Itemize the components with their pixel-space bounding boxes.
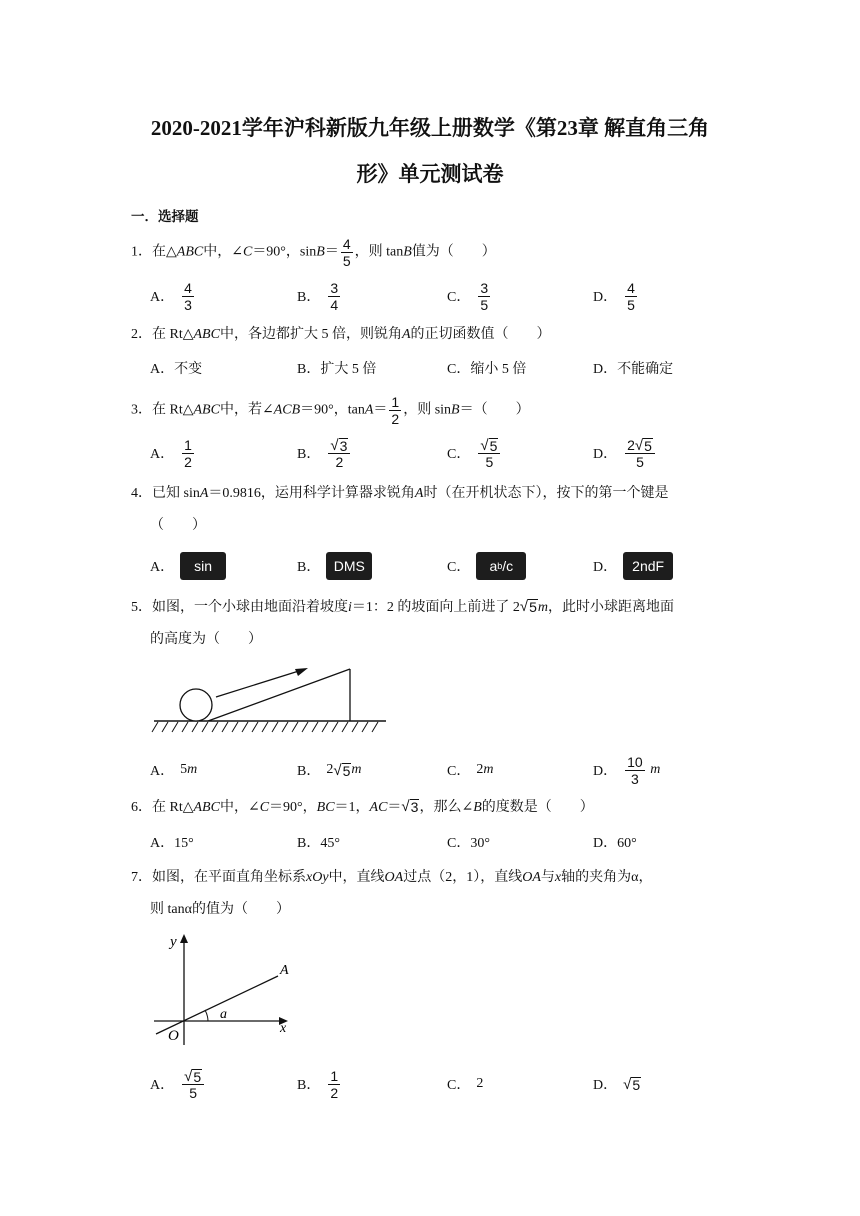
question-6: 6．在 Rt△ABC中，∠C＝90°，BC＝1，AC＝ √ 3 ，那么∠B的度数是（ ）	[131, 798, 594, 815]
option-a[interactable]: A．15°	[150, 836, 194, 851]
question-2: 2．在 Rt△ABC中，各边都扩大 5 倍，则锐角A的正切函数值（ ）	[131, 327, 551, 342]
dms-key: DMS	[326, 552, 372, 580]
origin-label: O	[168, 1028, 179, 1044]
question-4-line1: 4．已知 sinA＝0.9816，运用科学计算器求锐角A时（在开机状态下），按下的第一个键是	[131, 486, 669, 501]
point-a-label: A	[280, 963, 289, 978]
option-d[interactable]: D． $\frac{4}{5}$	[593, 279, 635, 313]
question-1: 1．在△ABC中，∠C＝90°，sinB＝ $\frac{4}{5}$ ，则 tanB值为（ ）	[131, 236, 496, 269]
option-d[interactable]: D． $\frac{10}{3}$ m	[593, 753, 661, 787]
fraction-key: a b /c	[476, 552, 526, 580]
option-b[interactable]: B． $\frac{3}{4}$	[297, 279, 339, 313]
fraction: $\frac{4}{5}$	[342, 236, 351, 269]
option-a[interactable]: A． $\frac{1}{2}$	[150, 436, 192, 470]
option-a[interactable]: A．不变	[150, 362, 203, 377]
option-a[interactable]: A． sin	[150, 546, 226, 586]
option-d[interactable]: D． 2ndF	[593, 546, 673, 586]
option-b[interactable]: B． √ 3 2	[297, 433, 352, 473]
sin-key: sin	[180, 552, 226, 580]
slope-figure	[150, 664, 390, 736]
option-b[interactable]: B．45°	[297, 836, 340, 851]
question-1-options	[150, 276, 760, 316]
y-axis-label: y	[170, 934, 177, 950]
x-axis-label: x	[280, 1021, 287, 1036]
question-7-line2: 则 tanα的值为（ ）	[150, 902, 290, 917]
option-c[interactable]: C．30°	[447, 836, 490, 851]
fraction: $\frac{1}{2}$	[391, 394, 400, 427]
option-d[interactable]: D． 2 √ 5 5	[593, 433, 657, 473]
option-b[interactable]: B． 2 √ 5 m	[297, 761, 362, 779]
question-4-options	[150, 546, 760, 586]
option-a[interactable]: A． √ 5 5	[150, 1064, 206, 1104]
question-2-options	[150, 350, 760, 386]
section-heading: 一．选择题	[131, 209, 199, 224]
page-title-line1: 2020-2021学年沪科新版九年级上册数学《第23章 解直角三角	[150, 116, 710, 140]
question-7-line1: 7．如图，在平面直角坐标系xOy中，直线OA过点（2，1），直线OA与x轴的夹角为α，	[131, 870, 653, 885]
2ndf-key: 2ndF	[623, 552, 673, 580]
option-b[interactable]: B． $\frac{1}{2}$	[297, 1067, 339, 1101]
question-4-line2: （ ）	[150, 518, 206, 533]
question-5-line1: 5．如图，一个小球由地面沿着坡度i＝1：2 的坡面向上前进了 2 √ 5 m，此时小球距离地面	[131, 598, 675, 615]
option-c[interactable]: C． $\frac{3}{5}$	[447, 279, 489, 313]
option-a[interactable]: A． 5 m	[150, 762, 198, 779]
option-c[interactable]: C． a b /c	[447, 546, 526, 586]
option-c[interactable]: C．缩小 5 倍	[447, 362, 527, 377]
option-d[interactable]: D．60°	[593, 836, 637, 851]
option-c[interactable]: C． 2	[447, 1076, 484, 1093]
question-3-options	[150, 433, 760, 473]
option-b[interactable]: B．扩大 5 倍	[297, 362, 377, 377]
option-d[interactable]: D．不能确定	[593, 362, 674, 377]
coordinate-figure	[150, 930, 300, 1052]
question-7-options	[150, 1064, 760, 1104]
option-a[interactable]: A． $\frac{4}{3}$	[150, 279, 192, 313]
question-5-options	[150, 750, 760, 790]
question-3: 3．在 Rt△ABC中，若∠ACB＝90°，tanA＝ $\frac{1}{2}$ ，则 sinB＝（ ）	[131, 394, 530, 427]
question-5-line2: 的高度为（ ）	[150, 632, 262, 647]
question-6-options	[150, 824, 760, 860]
option-c[interactable]: C． √ 5 5	[447, 433, 502, 473]
option-b[interactable]: B． DMS	[297, 546, 372, 586]
option-d[interactable]: D． √ 5	[593, 1075, 641, 1093]
option-c[interactable]: C． 2 m	[447, 762, 494, 779]
page-title-line2: 形》单元测试卷	[356, 162, 504, 186]
angle-alpha-label: a	[220, 1007, 227, 1022]
